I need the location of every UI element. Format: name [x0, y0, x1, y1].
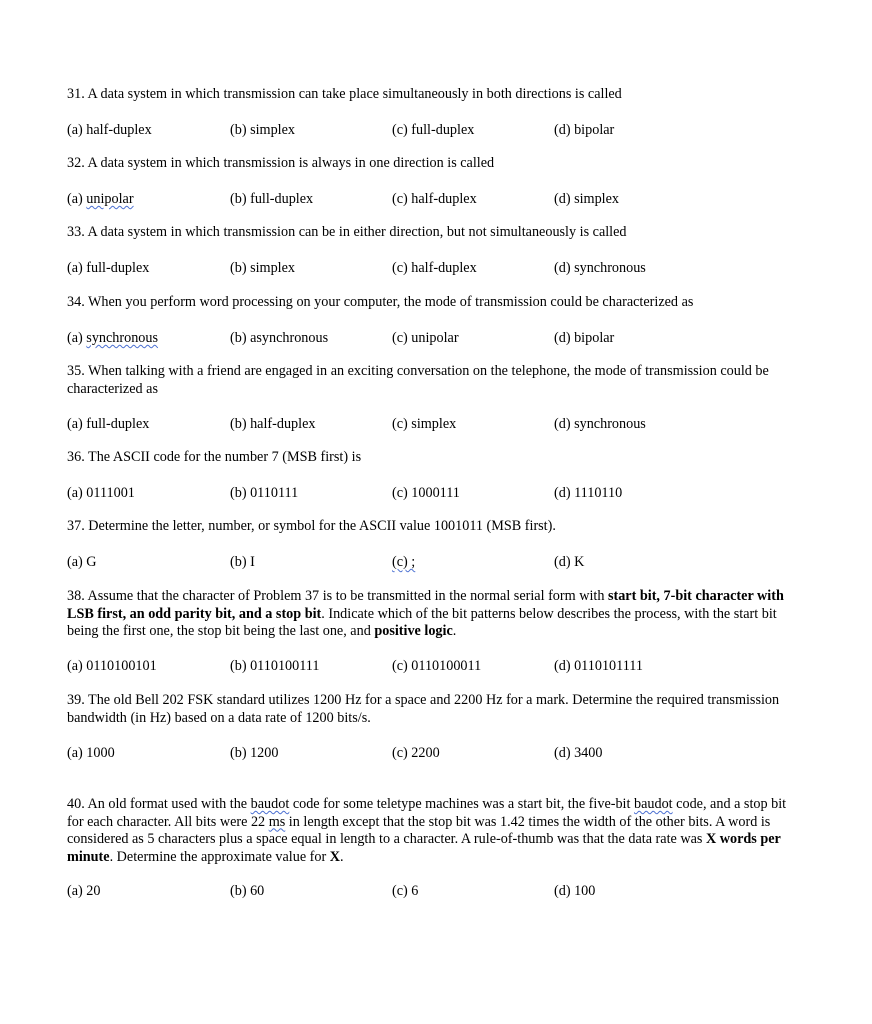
question-40-bold-1: X words per minute: [67, 831, 781, 865]
question-40-term-baudot-1: baudot: [250, 796, 290, 812]
option-b: (b) simplex: [230, 260, 296, 276]
option-b: (b) full-duplex: [230, 191, 314, 207]
option-d: (d) 100: [554, 883, 596, 899]
option-b: (b) simplex: [230, 122, 296, 138]
question-40-term-baudot-2: baudot: [634, 796, 673, 812]
option-a: (a) 20: [67, 883, 101, 899]
question-40-text-2: code for some teletype machines was a start bit, the five-bit: [289, 796, 634, 812]
option-prefix: (a): [67, 330, 87, 346]
option-d: (d) synchronous: [554, 260, 646, 276]
question-38-bold-2: positive logic: [374, 623, 453, 639]
question-35: 35. When talking with a friend are engaged in an exciting conversation on the telephone, the mode of transmission could be characterized as: [67, 363, 769, 397]
question-33: 33. A data system in which transmission can be in either direction, but not simultaneously is called: [67, 224, 627, 240]
option-d: (d) 3400: [554, 745, 603, 761]
question-38-text-3: .: [452, 623, 457, 639]
option-d: (d) 0110101111: [554, 658, 643, 674]
option-d: (d) bipolar: [554, 330, 615, 346]
option-a: (a) 0110100101: [67, 658, 157, 674]
options-31: [67, 121, 767, 139]
question-36: 36. The ASCII code for the number 7 (MSB first) is: [67, 449, 362, 465]
options-34: [67, 329, 767, 347]
option-c: (c) 1000111: [392, 485, 460, 501]
options-33: [67, 259, 767, 277]
question-31: 31. A data system in which transmission can take place simultaneously in both directions is called: [67, 86, 622, 102]
option-d: (d) 1110110: [554, 485, 623, 501]
option-a: [67, 329, 158, 347]
option-a: (a) 1000: [67, 745, 115, 761]
option-b: (b) 60: [230, 883, 265, 899]
option-a: (a) full-duplex: [67, 416, 150, 432]
question-34: 34. When you perform word processing on your computer, the mode of transmission could be characterized as: [67, 294, 694, 310]
option-a: (a) 0111001: [67, 485, 135, 501]
question-38-bold-1: start bit, 7-bit character with LSB first, an odd parity bit, and a stop bit: [67, 588, 784, 622]
question-40-text-1: 40. An old format used with the: [67, 796, 251, 812]
option-b: (b) 0110100111: [230, 658, 320, 674]
option-d: (d) bipolar: [554, 122, 615, 138]
option-c: (c) half-duplex: [392, 260, 477, 276]
option-b: (b) I: [230, 554, 255, 570]
option-c: (c) 2200: [392, 745, 440, 761]
option-c: (c) unipolar: [392, 330, 459, 346]
option-d: (d) synchronous: [554, 416, 646, 432]
option-word: synchronous: [86, 330, 159, 346]
options-32: [67, 190, 767, 208]
option-d: (d) simplex: [554, 191, 620, 207]
options-37: [67, 553, 767, 571]
option-a: (a) full-duplex: [67, 260, 150, 276]
option-a: [67, 190, 134, 208]
question-37: 37. Determine the letter, number, or symbol for the ASCII value 1001011 (MSB first).: [67, 518, 556, 534]
question-38: [67, 588, 787, 641]
option-a: (a) G: [67, 554, 97, 570]
option-c: (c) ;: [392, 554, 416, 570]
option-c: (c) 6: [392, 883, 419, 899]
question-38-text-2: . Indicate which of the bit patterns below describes the process, with the start bit being the first one, the stop bit being the last one, and: [67, 605, 777, 639]
option-b: (b) half-duplex: [230, 416, 316, 432]
question-40-bold-2: X: [329, 848, 341, 865]
option-c: (c) simplex: [392, 416, 457, 432]
option-d: (d) K: [554, 554, 585, 570]
options-39: [67, 744, 767, 762]
option-a: (a) half-duplex: [67, 122, 152, 138]
question-40-text-3: code, and a stop bit for each character. All bits were 22: [67, 796, 787, 830]
option-prefix: (a): [67, 191, 87, 207]
options-40: [67, 882, 767, 900]
question-40-text-6: .: [340, 848, 344, 865]
options-35: [67, 415, 767, 433]
options-38: [67, 657, 767, 675]
question-40-text-4: in length except that the stop bit was 1.42 times the width of the other bits. A word is considered as 5 characters plus a space equal in length to a character. A rule-of-thumb was that the data rate was: [67, 813, 771, 847]
question-32: 32. A data system in which transmission is always in one direction is called: [67, 155, 495, 171]
option-c: (c) 0110100011: [392, 658, 482, 674]
question-40-text-5: . Determine the approximate value for: [109, 848, 330, 865]
option-word: unipolar: [86, 191, 134, 207]
options-36: [67, 484, 767, 502]
option-c: (c) full-duplex: [392, 122, 475, 138]
question-40-term-ms: ms: [268, 813, 286, 830]
option-b: (b) 0110111: [230, 485, 299, 501]
question-38-text-1: 38. Assume that the character of Problem 37 is to be transmitted in the normal serial form with: [67, 588, 608, 604]
option-c: (c) half-duplex: [392, 191, 477, 207]
option-b: (b) asynchronous: [230, 330, 329, 346]
option-b: (b) 1200: [230, 745, 279, 761]
question-40: [67, 796, 787, 866]
question-39: 39. The old Bell 202 FSK standard utilizes 1200 Hz for a space and 2200 Hz for a mark. Determine the required transmission bandwidth (in Hz) based on a data rate of 1200 bits/s.: [67, 692, 780, 726]
